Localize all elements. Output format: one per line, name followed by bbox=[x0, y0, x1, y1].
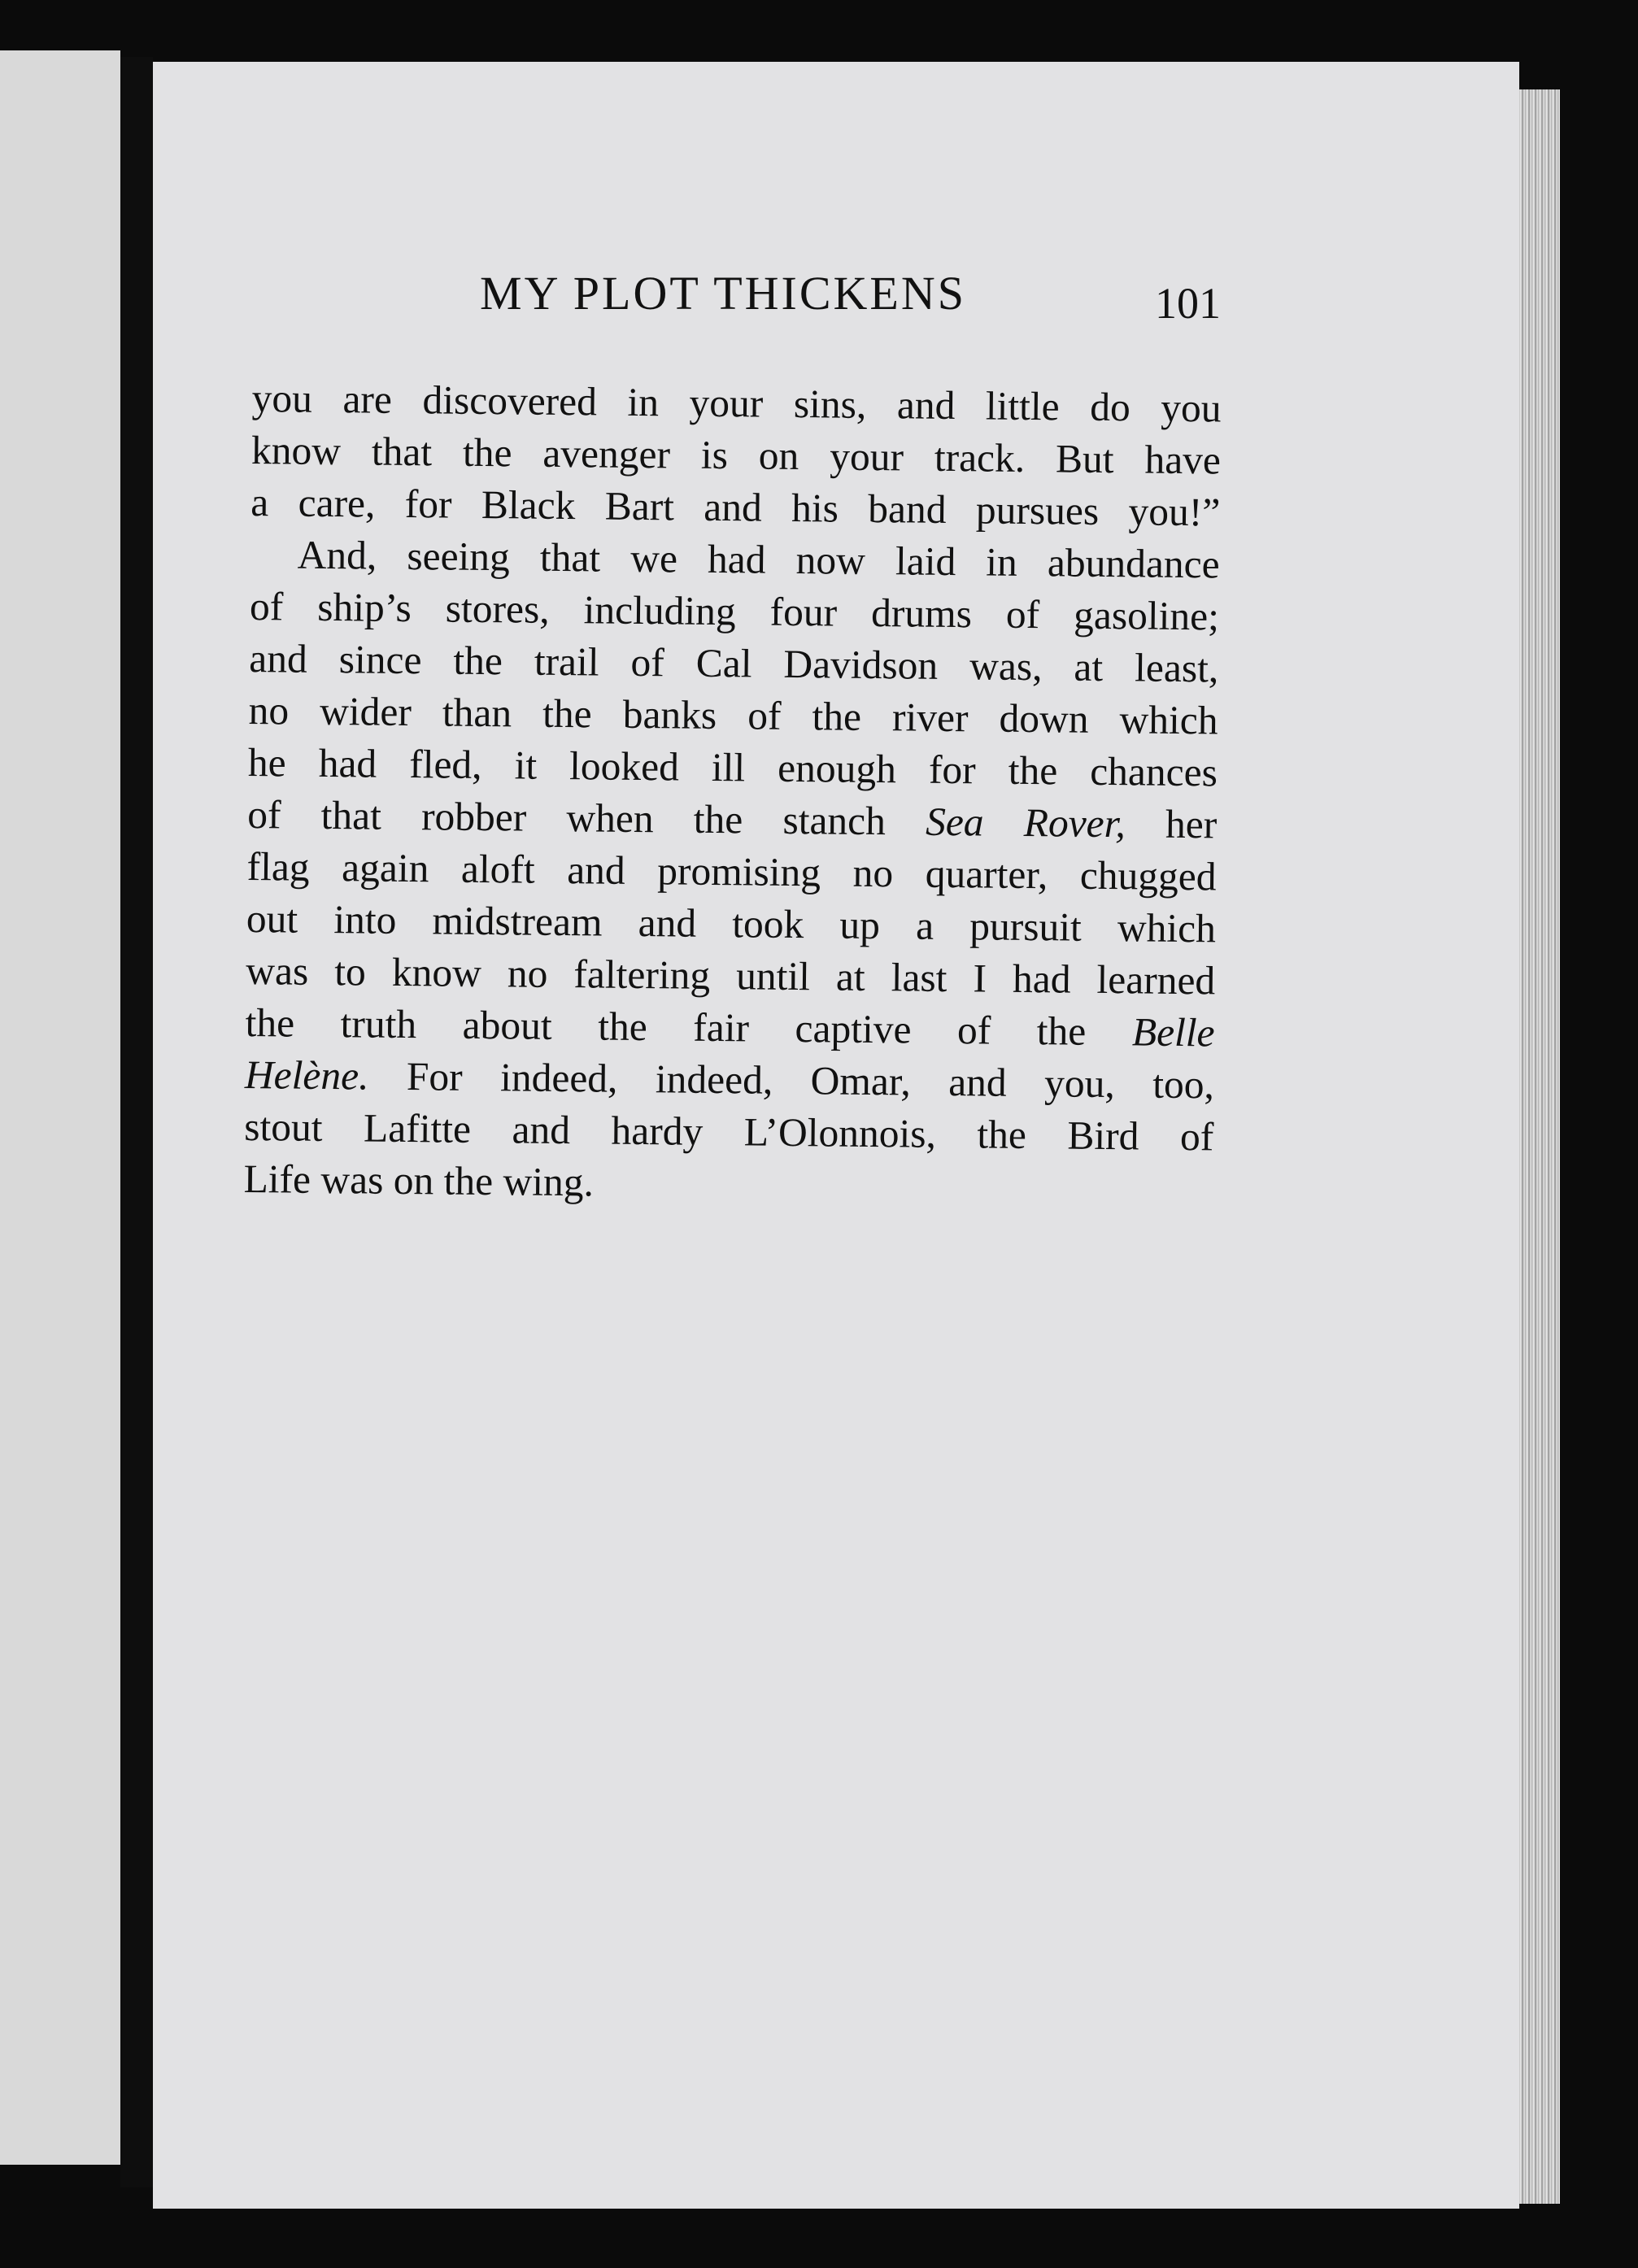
text-line: know that the avenger is on your track. But have bbox=[250, 427, 1222, 483]
text-line: And, seeing that we had now laid in abundance bbox=[297, 532, 1220, 587]
text-line: was to know no faltering until at last I had learned bbox=[246, 947, 1216, 1003]
text-fragment: of that robber when the stanch bbox=[247, 791, 926, 844]
text-line: a care, for Black Bart and his band pursues you!” bbox=[250, 479, 1221, 535]
text-fragment: her bbox=[1125, 801, 1218, 847]
ship-name-belle: Belle bbox=[1131, 1009, 1215, 1056]
text-line: stout Lafitte and hardy L’Olonnois, the Bird of bbox=[243, 1104, 1214, 1160]
facing-page-edge bbox=[0, 50, 120, 2165]
text-line: no wider than the banks of the river down which bbox=[248, 687, 1218, 743]
page-number: 101 bbox=[1155, 279, 1221, 328]
text-fragment: For indeed, indeed, Omar, and you, too, bbox=[368, 1053, 1215, 1108]
text-line: Life was on the wing. bbox=[243, 1156, 595, 1205]
text-line: flag again aloft and promising no quarter, chugged bbox=[246, 843, 1217, 899]
text-line: you are discovered in your sins, and little do you bbox=[251, 375, 1222, 431]
text-fragment: the truth about the fair captive of the bbox=[245, 999, 1133, 1055]
running-head: MY PLOT THICKENS bbox=[480, 267, 966, 320]
text-line: and since the trail of Cal Davidson was, at least, bbox=[249, 635, 1219, 691]
ship-name-helene: Helène. bbox=[244, 1051, 369, 1099]
text-line: out into midstream and took up a pursuit which bbox=[246, 895, 1217, 951]
page-edges bbox=[1519, 89, 1560, 2204]
ship-name-sea-rover: Sea Rover, bbox=[925, 799, 1126, 847]
text-line: he had fled, it looked ill enough for the chances bbox=[247, 739, 1218, 795]
text-line: of ship’s stores, including four drums of gasoline; bbox=[249, 583, 1220, 639]
body-text bbox=[243, 372, 1222, 1215]
book-gutter bbox=[120, 57, 153, 2187]
